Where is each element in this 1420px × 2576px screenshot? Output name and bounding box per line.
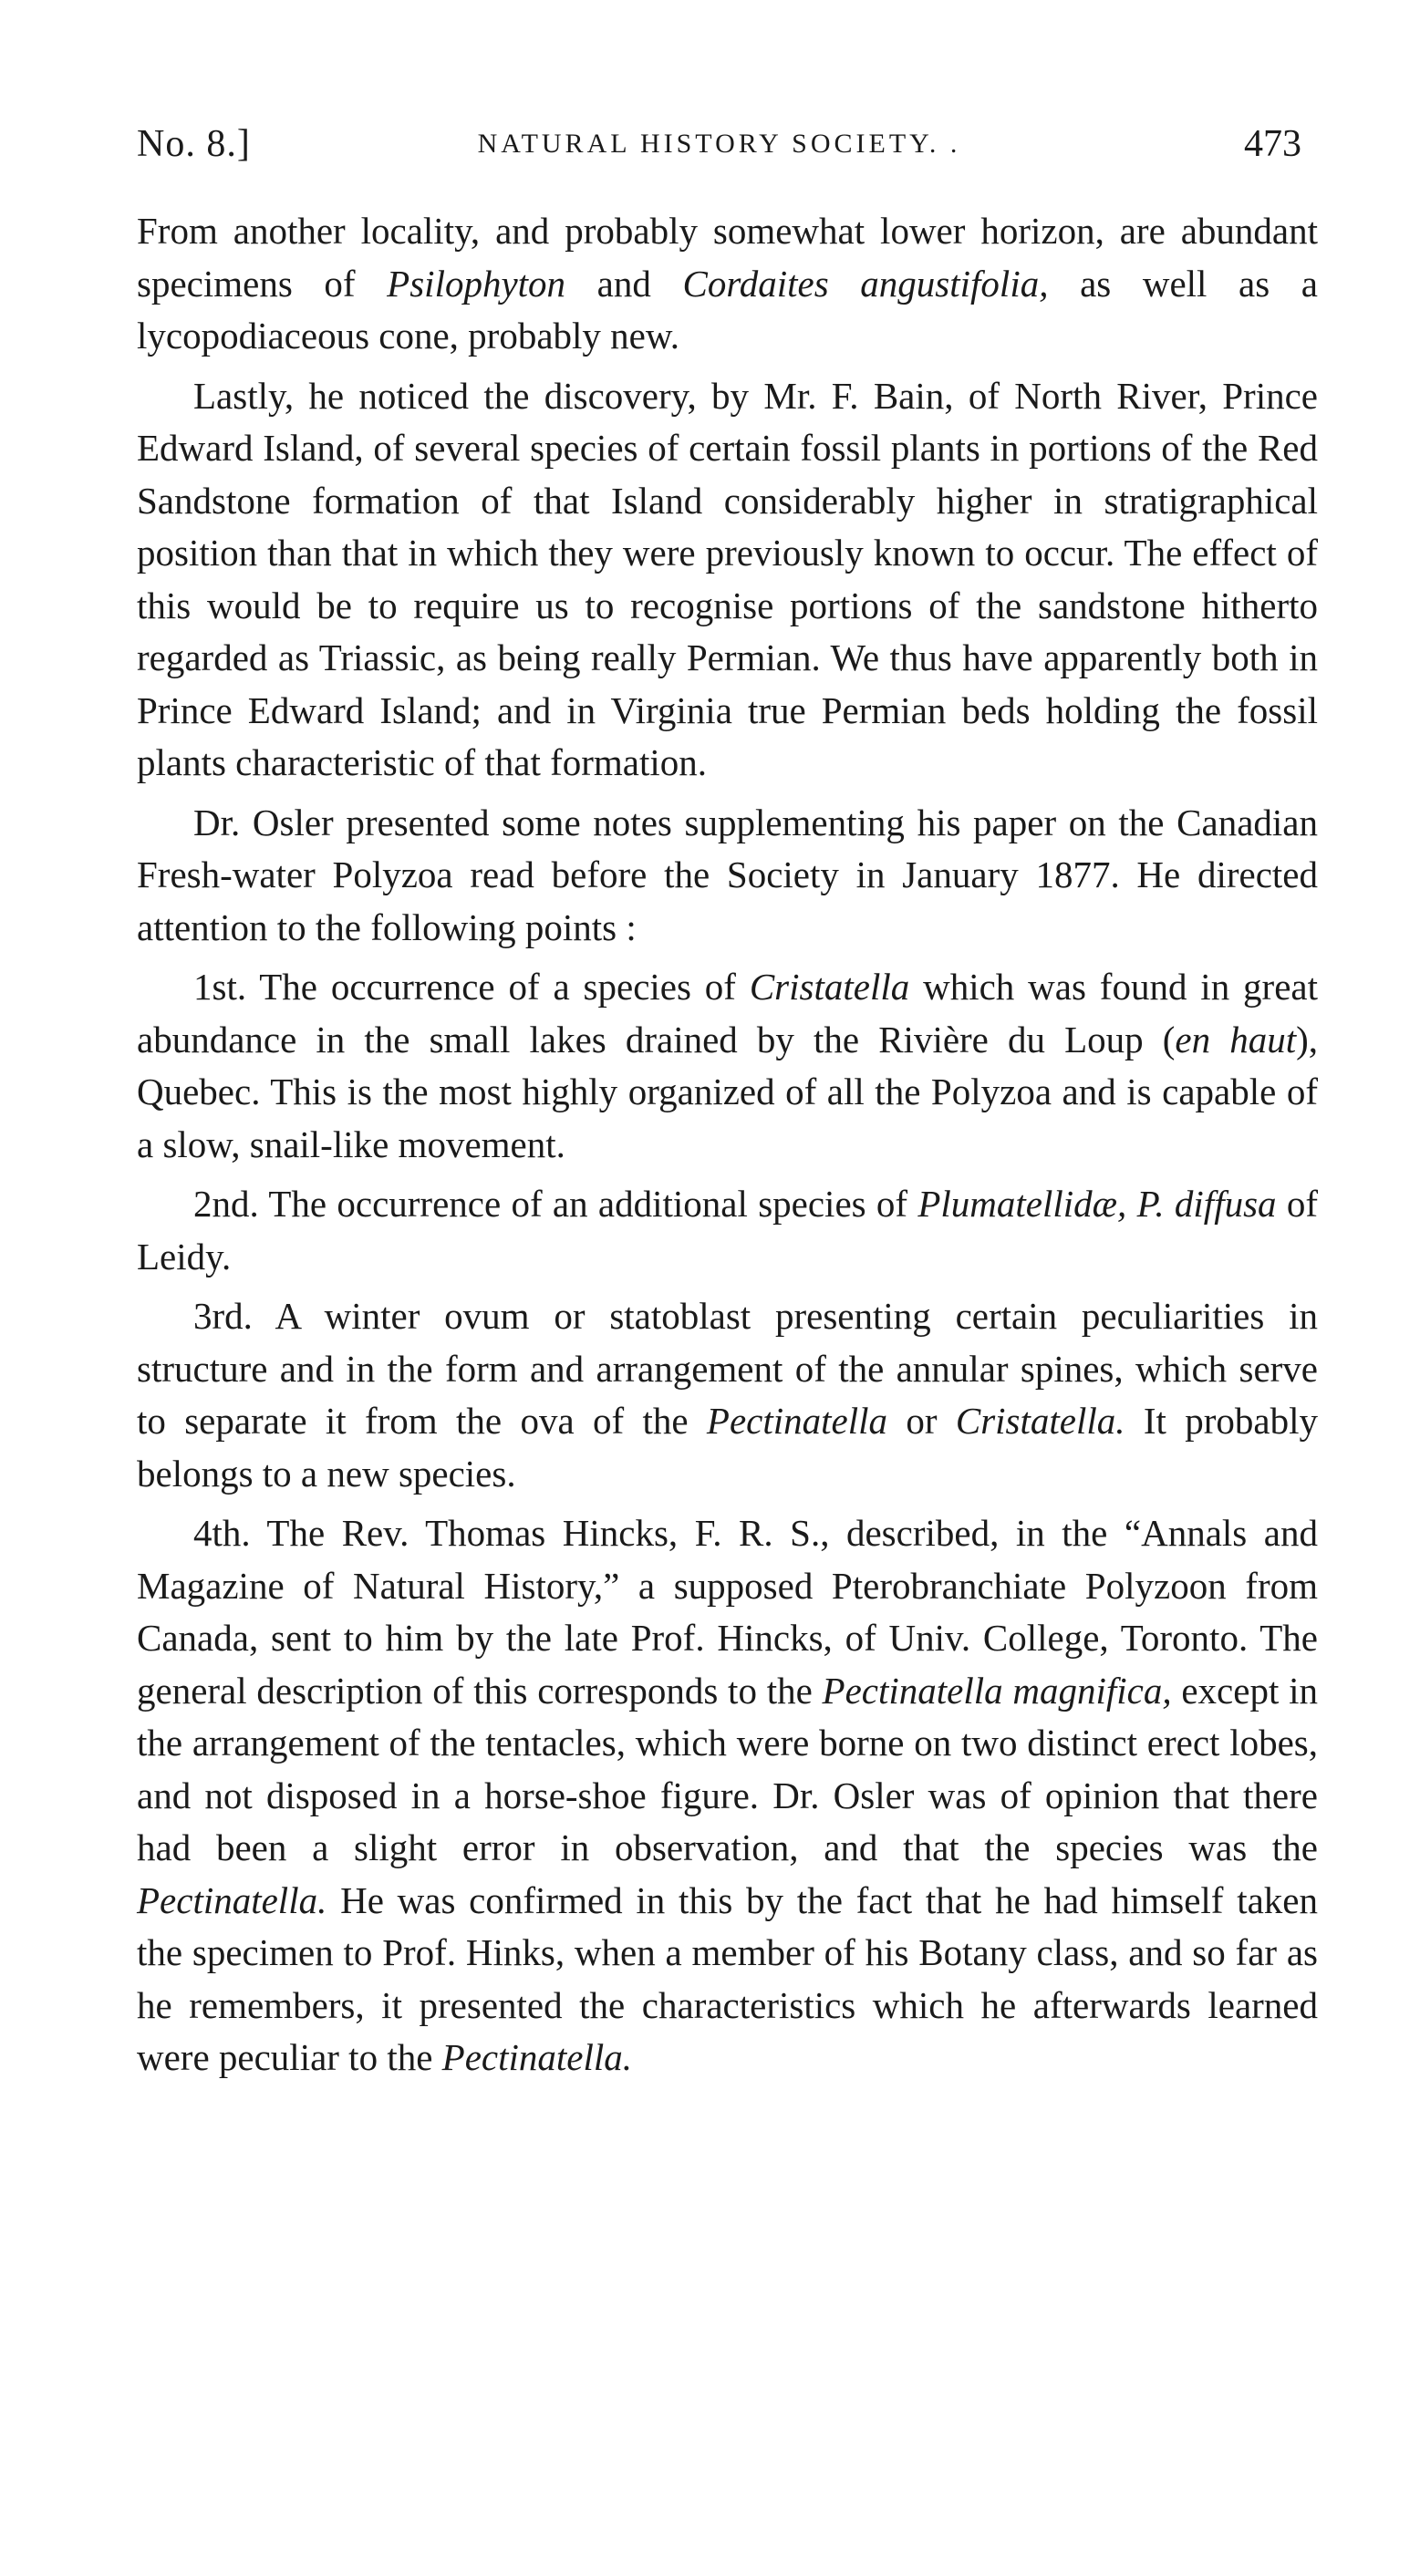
paragraph-text: as well as a lycopodiaceous cone, probably new. (137, 262, 1318, 357)
taxon-name: Psilophyton (387, 262, 566, 305)
taxon-name: Pectinatella magnifica, (822, 1669, 1172, 1712)
taxon-name: Pectinatella. (441, 2036, 633, 2078)
taxon-name: Cristatella (749, 966, 910, 1008)
paragraph-point-3 (137, 1290, 1318, 1500)
paragraph-text: 2nd. The occurrence of an additional species of (193, 1183, 918, 1225)
paragraph-permian-beds (137, 370, 1318, 790)
page-number: 473 (1244, 123, 1301, 165)
running-head (137, 117, 1301, 171)
paragraph-text: 1st. The occurrence of a species of (193, 966, 750, 1008)
paragraph-text: which was found in great abundance in the small lakes drained by the Rivière du Loup ( (137, 966, 1318, 1060)
paragraph-text: From another locality, and probably somewhat lower horizon, are abundant specimens of (137, 210, 1318, 305)
page-body (137, 205, 1318, 2085)
taxon-name: P. diffusa (1136, 1183, 1277, 1225)
paragraph-text: ), Quebec. This is the most highly organized of all the Polyzoa and is capable of a slow, snail-like movement. (137, 1018, 1318, 1165)
taxon-name: Cordaites angustifolia, (682, 262, 1049, 305)
paragraph-text: Dr. Osler presented some notes supplementing his paper on the Canadian Fresh-water Polyzoa read before the Society in January 1877. He directed attention to the following points : (137, 801, 1318, 948)
paragraph-text: 4th. The Rev. Thomas Hincks, F. R. S., described, in the “Annals and Magazine of Natural History,” a supposed Pterobranchiate Polyzoon from Canada, sent to him by the late Prof. Hincks, of Univ. College, Toronto. The general description of this corresponds to the (137, 1512, 1318, 1712)
issue-number: No. 8.] (137, 123, 251, 165)
paragraph-text: He was confirmed in this by the fact that he had himself taken the specimen to Prof. Hinks, when a member of his Botany class, and so far as he remembers, it presented the characteristics which he afterwards learned were peculiar to the (137, 1878, 1318, 2078)
paragraph-text: except in the arrangement of the tentacles, which were borne on two distinct erect lobes, and not disposed in a horse-shoe figure. Dr. Osler was of opinion that there had been a slight error in observation, and that the species was the (137, 1669, 1318, 1868)
paragraph-text: or (887, 1400, 956, 1442)
paragraph-text: and (565, 262, 683, 305)
taxon-name: Pectinatella (706, 1400, 888, 1442)
paragraph-text: Lastly, he noticed the discovery, by Mr. F. Bain, of North River, Prince Edward Island, of several species of certain fossil plants in portions of the Red Sandstone formation of that Island considerably higher in stratigraphical position than that in which they were previously known to occur. The effect of this would be to require us to recognise portions of the sandstone hitherto regarded as Triassic, as being really Permian. We thus have apparently both in Prince Edward Island; and in Virginia true Permian beds holding the fossil plants characteristic of that formation. (137, 374, 1318, 783)
paragraph-text: 3rd. A winter ovum or statoblast presenting certain peculiarities in structure and in the form and arrangement of the annular spines, which serve to separate it from the ova of the (137, 1295, 1318, 1442)
paragraph-osler-notes (137, 797, 1318, 955)
paragraph-point-2 (137, 1178, 1318, 1283)
taxon-name: Pectinatella. (137, 1878, 327, 1921)
taxon-name: Cristatella. (955, 1400, 1125, 1442)
journal-title: NATURAL HISTORY SOCIETY. . (477, 129, 961, 159)
paragraph-point-1 (137, 961, 1318, 1171)
paragraph-plant-specimens (137, 205, 1318, 363)
taxon-name: Plumatellidæ, (917, 1183, 1127, 1225)
paragraph-point-4 (137, 1507, 1318, 2085)
paragraph-text (1126, 1183, 1136, 1225)
paragraph-text: It probably belongs to a new species. (137, 1400, 1318, 1495)
italic-phrase: en haut (1175, 1018, 1297, 1060)
paragraph-text: of Leidy. (137, 1183, 1319, 1278)
